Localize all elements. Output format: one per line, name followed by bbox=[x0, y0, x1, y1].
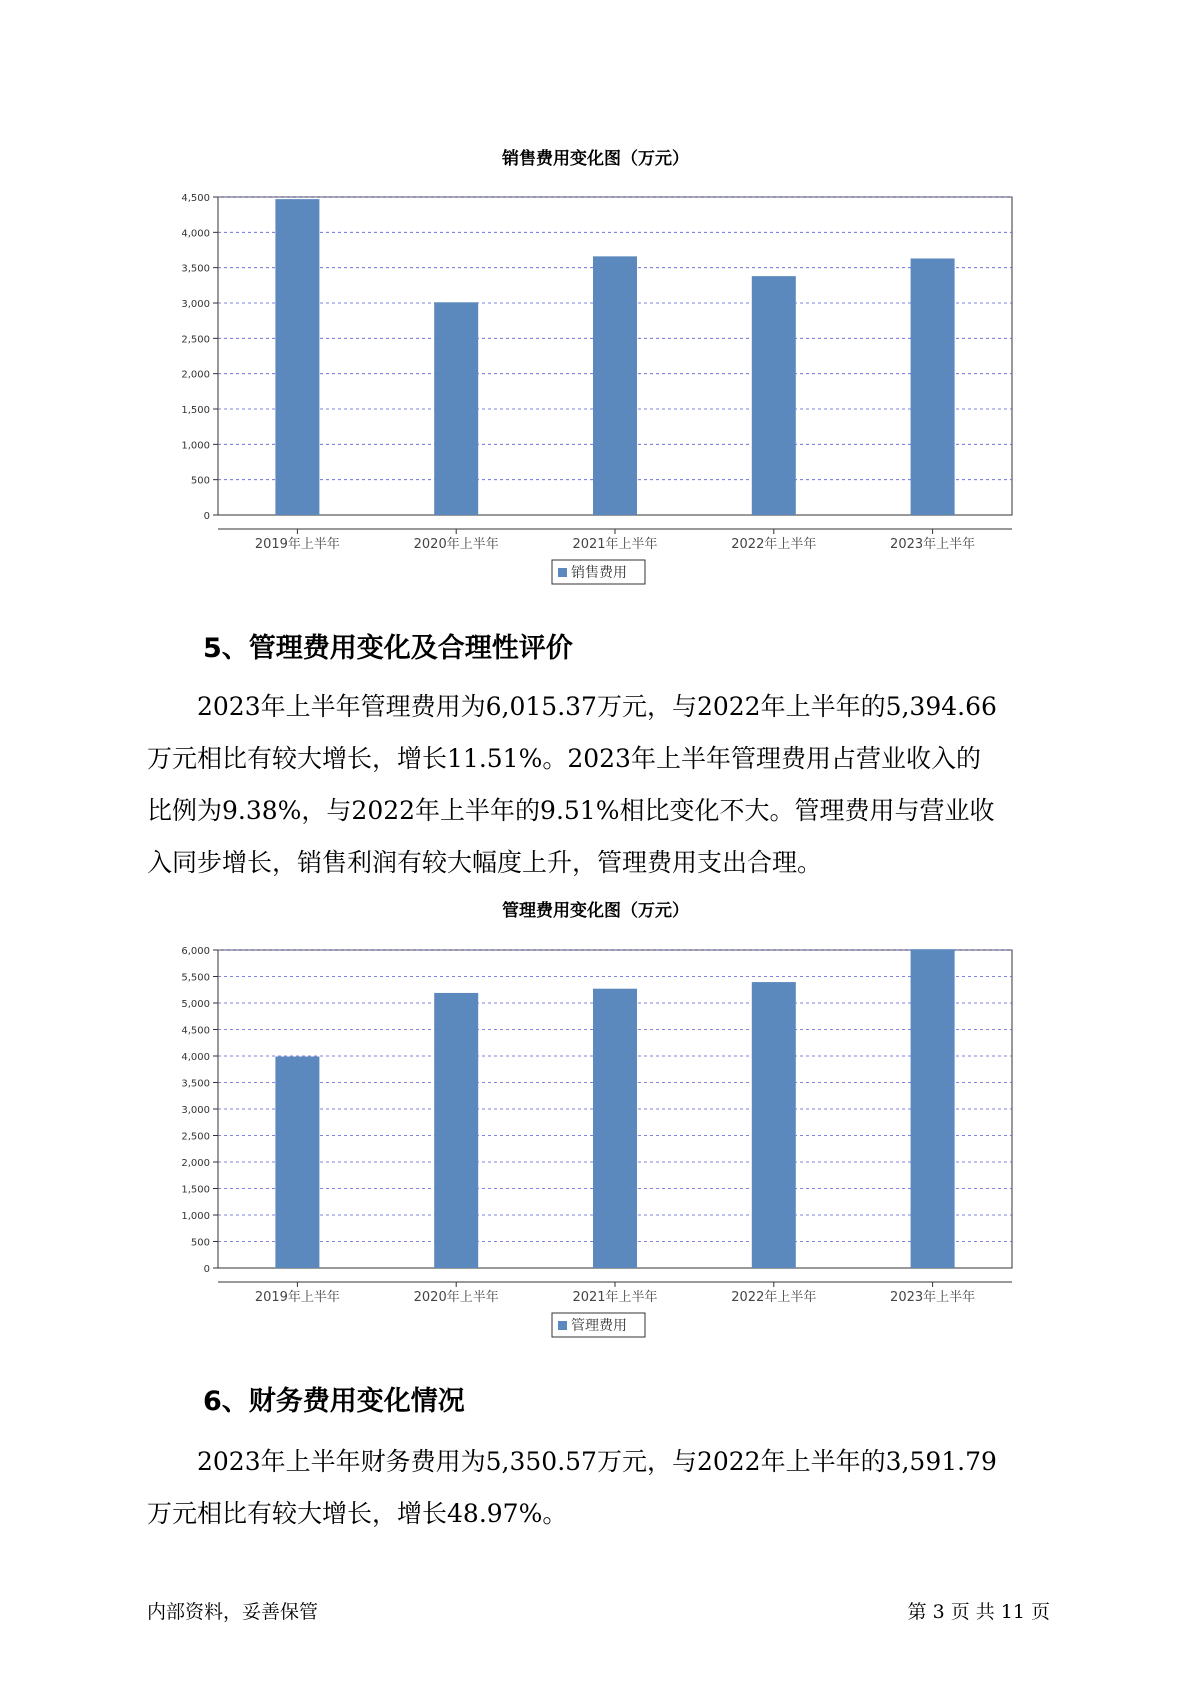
y-tick-label: 3,000 bbox=[181, 1105, 210, 1116]
y-tick-label: 1,500 bbox=[181, 405, 210, 416]
x-tick-label: 2021年上半年 bbox=[572, 1290, 658, 1305]
y-tick-label: 5,500 bbox=[181, 972, 210, 984]
y-tick-label: 500 bbox=[190, 475, 210, 487]
y-tick-label: 6,000 bbox=[181, 946, 210, 957]
y-tick-label: 2,000 bbox=[181, 369, 210, 381]
legend-swatch bbox=[558, 568, 567, 577]
y-tick-label: 2,500 bbox=[181, 334, 210, 346]
paragraph-line: 万元相比有较大增长，增长48.97%。 bbox=[147, 1499, 568, 1528]
sales-expense-chart bbox=[0, 175, 1191, 585]
y-tick-label: 1,000 bbox=[181, 440, 210, 452]
y-tick-label: 4,500 bbox=[181, 193, 210, 204]
x-tick-label: 2021年上半年 bbox=[572, 537, 658, 552]
y-tick-label: 3,500 bbox=[181, 1078, 210, 1090]
legend-swatch bbox=[558, 1321, 567, 1330]
y-tick-label: 0 bbox=[203, 1264, 210, 1275]
bar bbox=[593, 989, 637, 1268]
section-5-paragraph bbox=[147, 681, 1047, 889]
y-tick-label: 4,000 bbox=[181, 1052, 210, 1063]
section-5-heading: 5、管理费用变化及合理性评价 bbox=[203, 633, 573, 664]
y-tick-label: 2,500 bbox=[181, 1131, 210, 1143]
legend-label: 管理费用 bbox=[571, 1318, 627, 1334]
y-tick-label: 2,000 bbox=[181, 1158, 210, 1169]
paragraph-line: 2023年上半年财务费用为5,350.57万元，与2022年上半年的3,591.79 bbox=[197, 1447, 997, 1476]
bar bbox=[911, 949, 955, 1268]
y-tick-label: 5,000 bbox=[181, 999, 210, 1010]
paragraph-line: 万元相比有较大增长，增长11.51%。2023年上半年管理费用占营业收入的 bbox=[147, 744, 981, 773]
bar bbox=[593, 256, 637, 515]
footer-page-number: 第 3 页 共 11 页 bbox=[907, 1601, 1050, 1623]
x-tick-label: 2022年上半年 bbox=[731, 537, 817, 552]
bar bbox=[275, 199, 319, 515]
x-tick-label: 2020年上半年 bbox=[413, 1290, 499, 1305]
footer-confidential-note: 内部资料，妥善保管 bbox=[147, 1601, 319, 1623]
bar bbox=[275, 1057, 319, 1268]
admin-expense-chart-title: 管理费用变化图（万元） bbox=[502, 901, 689, 921]
x-tick-label: 2023年上半年 bbox=[890, 1290, 976, 1305]
bar bbox=[752, 982, 796, 1268]
y-tick-label: 0 bbox=[203, 511, 210, 522]
bar bbox=[434, 993, 478, 1268]
y-tick-label: 1,500 bbox=[181, 1184, 210, 1196]
bar bbox=[434, 302, 478, 515]
legend-label: 销售费用 bbox=[571, 565, 627, 581]
section-6-paragraph bbox=[147, 1436, 1047, 1540]
sales-expense-chart-title: 销售费用变化图（万元） bbox=[502, 149, 689, 169]
x-tick-label: 2023年上半年 bbox=[890, 537, 976, 552]
x-tick-label: 2019年上半年 bbox=[254, 1290, 340, 1305]
y-tick-label: 4,500 bbox=[181, 1025, 210, 1037]
admin-expense-chart bbox=[0, 928, 1191, 1338]
y-tick-label: 4,000 bbox=[181, 228, 210, 240]
x-tick-label: 2020年上半年 bbox=[413, 537, 499, 552]
bar bbox=[752, 276, 796, 515]
y-tick-label: 500 bbox=[190, 1237, 210, 1249]
x-tick-label: 2022年上半年 bbox=[731, 1290, 817, 1305]
x-tick-label: 2019年上半年 bbox=[254, 537, 340, 552]
paragraph-line: 比例为9.38%，与2022年上半年的9.51%相比变化不大。管理费用与营业收 bbox=[147, 796, 995, 825]
y-tick-label: 3,500 bbox=[181, 263, 210, 275]
y-tick-label: 3,000 bbox=[181, 299, 210, 310]
paragraph-line: 入同步增长，销售利润有较大幅度上升，管理费用支出合理。 bbox=[147, 848, 823, 877]
section-6-heading: 6、财务费用变化情况 bbox=[203, 1386, 465, 1417]
paragraph-line: 2023年上半年管理费用为6,015.37万元，与2022年上半年的5,394.66 bbox=[197, 692, 997, 721]
y-tick-label: 1,000 bbox=[181, 1211, 210, 1222]
bar bbox=[911, 258, 955, 515]
